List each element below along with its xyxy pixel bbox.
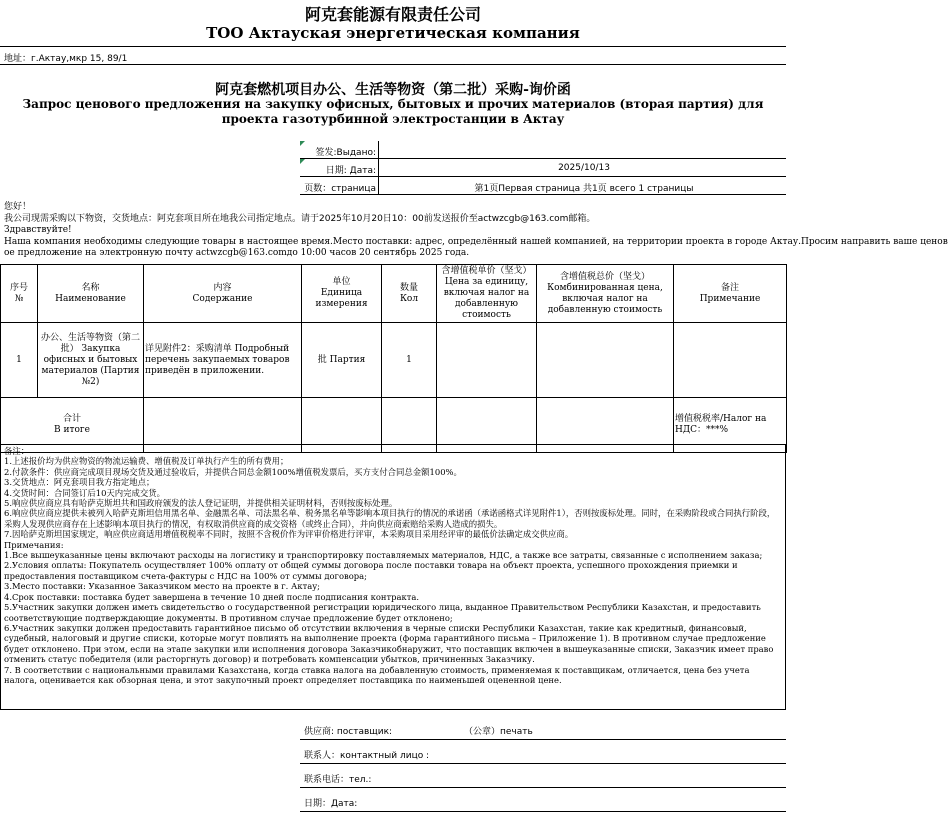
table-header-row: [1, 265, 787, 323]
signature-date-label: 日期：Дата:: [304, 799, 358, 809]
note-cn-3: 3.交货地点：阿克套项目我方指定地点；: [4, 477, 155, 488]
note-cn-4: 4.交货时间：合同签订后10天内完成交货。: [4, 487, 166, 498]
note-cn-6: 6.响应供应商应提供未被列入哈萨克斯坦信用黑名单、金融黑名单、司法黑名单、税务黑名单等影响本项目执行的情况的承诺函（承诺函格式详见附件1），否则按废标处理。同时，在采购阶段或合同执行阶段，采购人发现供应商存在上述影响本项目执行的情况，有权取消供应商的成交资格（或终止合同），并向供应商索赔给采购人造成的损失。: [4, 508, 776, 529]
greeting-ru: Здравствуйте!: [4, 225, 72, 235]
date-value: 2025/10/13: [558, 163, 610, 173]
header-divider: [0, 46, 786, 47]
note-ru-5: 5.Участник закупки должен иметь свидетельство о государственной регистрации юридического лица, выданное Правительством Республики Казахстан, и предоставить соответствующие подтверждающие документы. В противном случае предложение будет отклонено;: [4, 602, 761, 623]
contact-row: [300, 740, 786, 764]
contact-label: 联系人：контактный лицо :: [304, 751, 430, 761]
note-ru-6: 6.Участник закупки должен предоставить гарантийное письмо об отсутствии включения в черные списки Республики Казахстан, такие как кредитный, финансовый, судебный, налоговый и другие списки, которые могут повлиять на выполнение проекта (форма гарантийного письма – Приложение 1). В противном случае предложение будет отклонено. При этом, если на этапе закупки или исполнения договора Заказчикобнаружит, что поставщик включен в вышеуказанные списки, Заказчик имеет право отменить статус победителя (или расторгнуть договор) и потребовать компенсации убытков, причиненных Заказчику.: [4, 622, 774, 665]
meta-issued-row: [300, 141, 786, 159]
row-note[interactable]: [674, 323, 787, 398]
supplier-label: 供应商: поставщик:: [304, 727, 393, 737]
header-qty: 数量 Кол: [382, 265, 437, 323]
header-note: 备注 Примечание: [674, 265, 787, 323]
meta-date-row: [300, 159, 786, 177]
row-name: 办公、生活等物资（第二批） Закупка офисных и бытовых материалов (Партия №2): [38, 323, 144, 398]
vat-rate-note: 增值税税率/Налог на НДС：***%: [674, 398, 787, 453]
row-content: 详见附件2：采购清单 Подробный перечень закупаемых товаров приведён в приложении.: [144, 323, 302, 398]
intro-body-ru-2: ое предложение на электронную почту actwzcgb@163.comдо 10:00 часов 20 сентябрь 2025 года.: [4, 248, 470, 258]
intro-body-cn: 我公司现需采购以下物资，交货地点：阿克套项目所在地我公司指定地点。请于2025年10月20日10：00前发送报价至actwzcgb@163.com邮箱。: [4, 213, 596, 224]
notes-section: [0, 444, 786, 710]
header-total: 含增值税总价（坚戈） Комбинированная цена, включая налог на добавленную стоимость: [537, 265, 674, 323]
header-name: 名称 Наименование: [38, 265, 144, 323]
phone-row: [300, 764, 786, 788]
company-address: 地址：г.Актау,мкр 15, 89/1: [4, 54, 128, 64]
pages-label: 页数：страница: [304, 184, 376, 194]
document-title-ru: Запрос ценового предложения на закупку офисных, бытовых и прочих материалов (вторая партия) для проекта газотурбинной электростанции в Актау: [22, 97, 764, 126]
company-name-cn: 阿克套能源有限责任公司: [304, 5, 481, 24]
notes-ru-title: Примечания:: [4, 539, 64, 550]
note-cn-1: 1.上述报价均为供应物资的物流运输费、增值税及订单执行产生的所有费用；: [4, 456, 289, 467]
comment-marker-icon: [300, 159, 305, 164]
signature-date-row: [300, 788, 786, 812]
notes-title: 备注：: [4, 446, 30, 456]
intro-text: [4, 202, 948, 260]
supplier-row: [300, 716, 786, 740]
greeting-cn: 您好！: [4, 202, 32, 212]
issued-label: 签发:Выдано:: [315, 148, 376, 158]
document-title-cn: 阿克套燃机项目办公、生活等物资（第二批）采购-询价函: [215, 82, 571, 98]
company-name-ru: ТОО Актауская энергетическая компания: [206, 24, 580, 42]
meta-pages-row: [300, 177, 786, 195]
pages-value: 第1页Первая страница 共1页 всего 1 страницы: [474, 184, 694, 194]
note-cn-2: 2.付款条件：供应商完成项目现场交货及通过验收后，并提供合同总金额100%增值税发票后，买方支付合同总金额100%。: [4, 466, 462, 477]
intro-body-ru-1: Наша компания необходимы следующие товары в настоящее время.Место поставки: адрес, определённый нашей компанией, на территории проекта в городе Актау.Просим направить ваше ценов: [4, 236, 948, 247]
row-total[interactable]: [537, 323, 674, 398]
row-no: 1: [1, 323, 38, 398]
header-unit: 单位 Единица измерения: [302, 265, 382, 323]
date-label: 日期: Дата:: [325, 166, 376, 176]
total-label: 合计 В итоге: [1, 398, 144, 453]
table-row: [1, 323, 787, 398]
note-cn-5: 5.响应供应商应具有哈萨克斯坦共和国政府颁发的法人登记证明，并提供相关证明材料，否则按废标处理。: [4, 498, 398, 509]
note-ru-7: 7. В соответствии с национальными правилами Казахстана, когда ставка налога на добавленную стоимость, применяемая к поставщикам, отличается, цена без учета налога, оценивается как обзорная цена, и этот закупочный проект определяет поставщика по наименьшей оцененной цене.: [4, 664, 750, 685]
note-ru-4: 4.Срок поставки: поставка будет завершена в течение 10 дней после подписания контракта.: [4, 591, 420, 602]
comment-marker-icon: [300, 141, 305, 146]
row-qty: 1: [382, 323, 437, 398]
note-ru-3: 3.Место поставки: Указанное Заказчиком место на проекте в г. Актау;: [4, 581, 320, 592]
note-ru-1: 1.Все вышеуказанные цены включают расходы на логистику и транспортировку поставляемых материалов, НДС, а также все затраты, связанные с исполнением заказа;: [4, 550, 763, 561]
header-no: 序号 №: [1, 265, 38, 323]
items-table: [0, 264, 787, 453]
header-content: 内容 Содержание: [144, 265, 302, 323]
note-cn-7: 7.因哈萨克斯坦国家规定，响应供应商适用增值税税率不同时，按照不含税价作为评审价格进行评审，本采购项目采用经评审的最低价法确定成交供应商。: [4, 529, 574, 540]
phone-label: 联系电话：тел.:: [304, 775, 372, 785]
address-divider: [0, 64, 786, 65]
row-unit: 批 Партия: [302, 323, 382, 398]
header-unit-price: 含增值税单价（坚戈） Цена за единицу, включая налог на добавленную стоимость: [437, 265, 537, 323]
note-ru-2: 2.Условия оплаты: Покупатель осуществляет 100% оплату от общей суммы договора после поставки товара на объект проекта, успешного прохождения приемки и предоставления поставщиком счета-фактуры с НДС на 100% от суммы договора;: [4, 560, 738, 581]
stamp-label: （公章）печать: [464, 727, 533, 737]
row-unit-price[interactable]: [437, 323, 537, 398]
